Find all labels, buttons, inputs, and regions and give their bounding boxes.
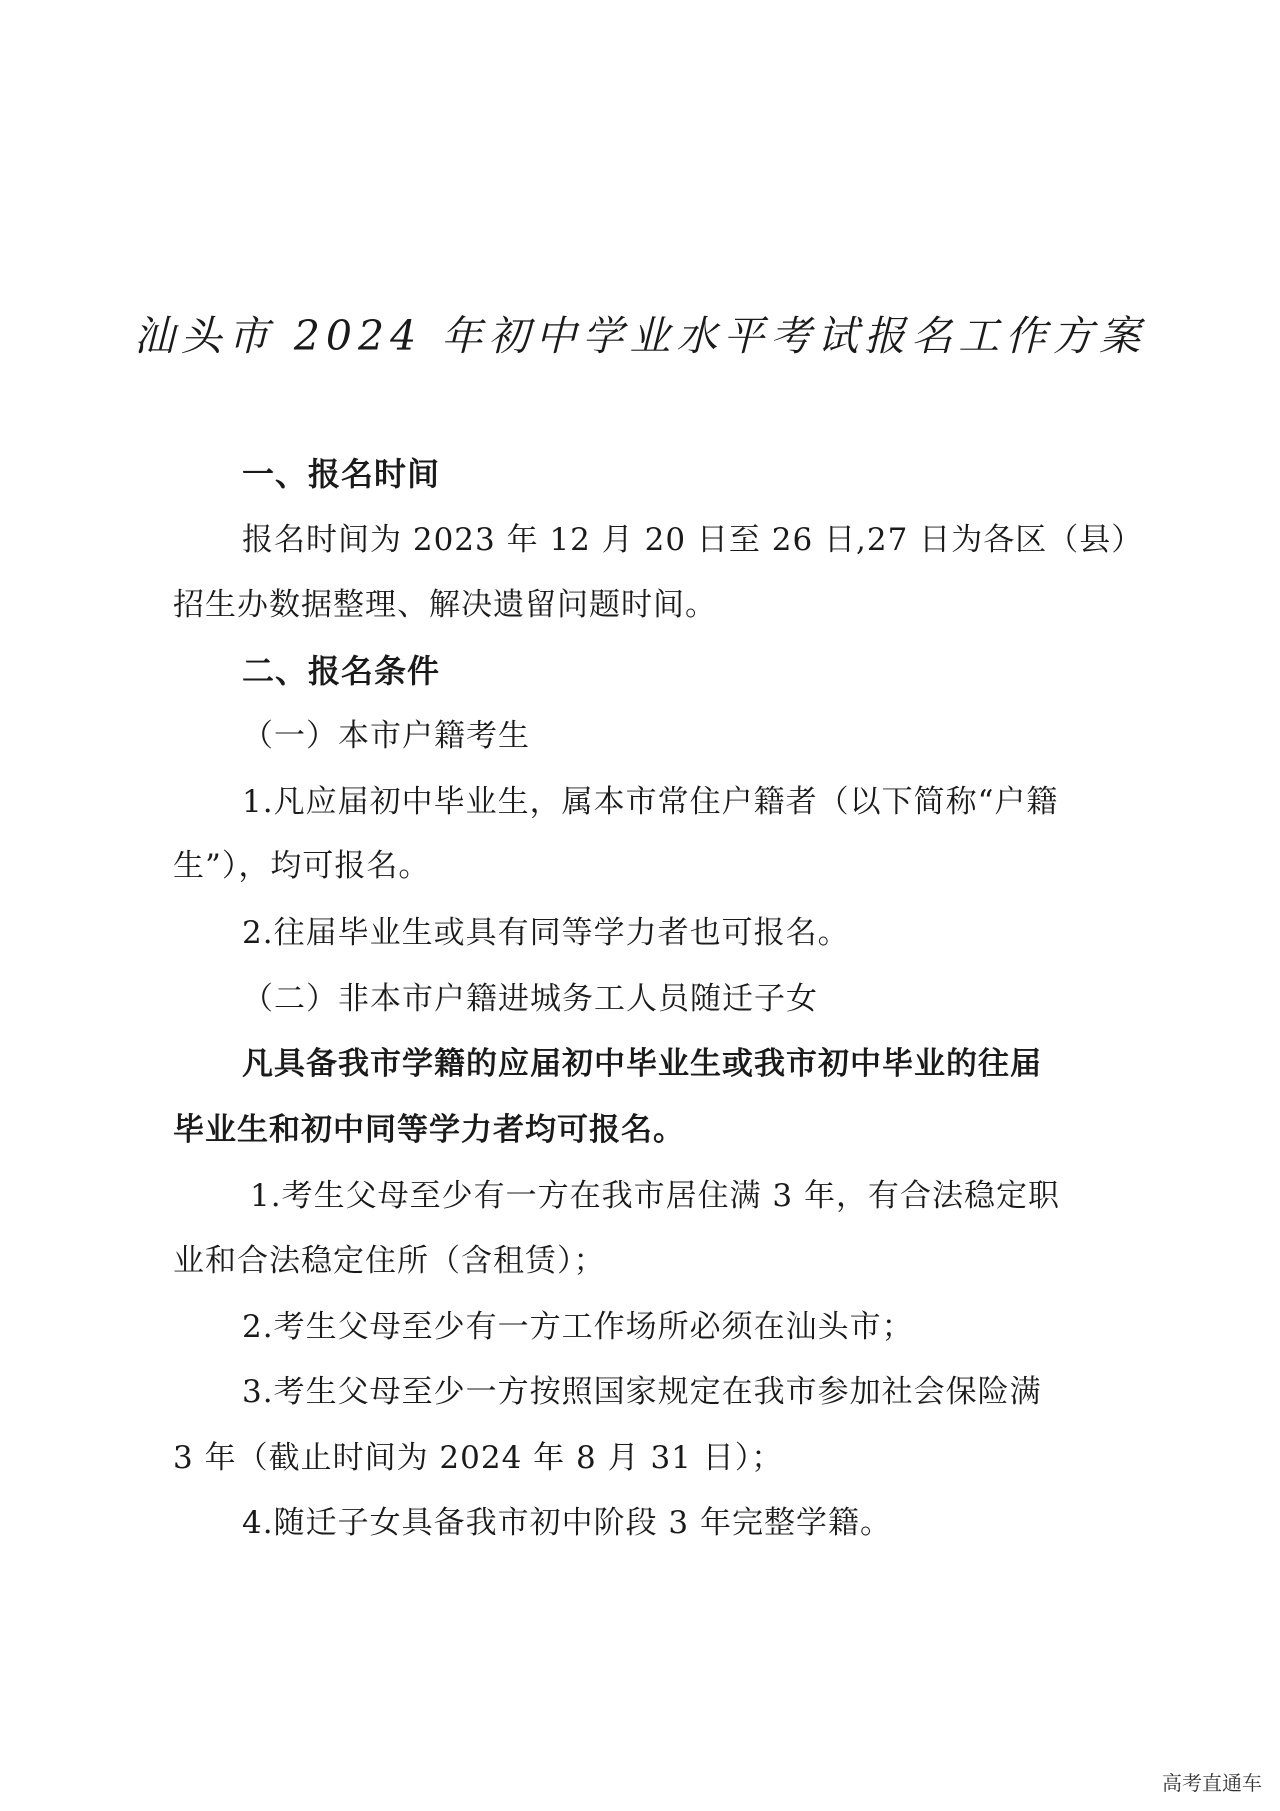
section1-heading: 一、报名时间 (242, 455, 441, 493)
watermark: 高考直通车 (1162, 1771, 1262, 1795)
subsection2-bold-line2: 毕业生和初中同等学力者均可报名。 (173, 1112, 685, 1148)
subsection1-item1-line2: 生”），均可报名。 (173, 848, 431, 884)
section1-paragraph-line2: 招生办数据整理、解决遗留问题时间。 (173, 587, 717, 623)
subsection2-item3-line1: 3.考生父母至少一方按照国家规定在我市参加社会保险满 (242, 1374, 1042, 1410)
subsection2-item2: 2.考生父母至少有一方工作场所必须在汕头市； (242, 1309, 914, 1345)
document-title: 汕头市 2024 年初中学业水平考试报名工作方案 (133, 312, 1147, 360)
section2-heading: 二、报名条件 (242, 652, 441, 690)
subsection2-bold-line1: 凡具备我市学籍的应届初中毕业生或我市初中毕业的往届 (242, 1046, 1042, 1082)
subsection2-item4: 4.随迁子女具备我市初中阶段 3 年完整学籍。 (242, 1505, 893, 1541)
subsection1-item1-line1: 1.凡应届初中毕业生，属本市常住户籍者（以下简称“户籍 (242, 784, 1059, 820)
subsection2-item1-line2: 业和合法稳定住所（含租赁）； (173, 1243, 606, 1279)
subsection2-item1-line1: 1.考生父母至少有一方在我市居住满 3 年，有合法稳定职 (250, 1178, 1061, 1214)
subsection2-heading: （二）非本市户籍进城务工人员随迁子女 (242, 981, 818, 1017)
subsection2-item3-line2: 3 年（截止时间为 2024 年 8 月 31 日）； (173, 1440, 784, 1476)
subsection1-item2: 2.往届毕业生或具有同等学力者也可报名。 (242, 915, 850, 951)
section1-paragraph-line1: 报名时间为 2023 年 12 月 20 日至 26 日,27 日为各区（县） (242, 522, 1144, 558)
subsection1-heading: （一）本市户籍考生 (242, 718, 530, 754)
